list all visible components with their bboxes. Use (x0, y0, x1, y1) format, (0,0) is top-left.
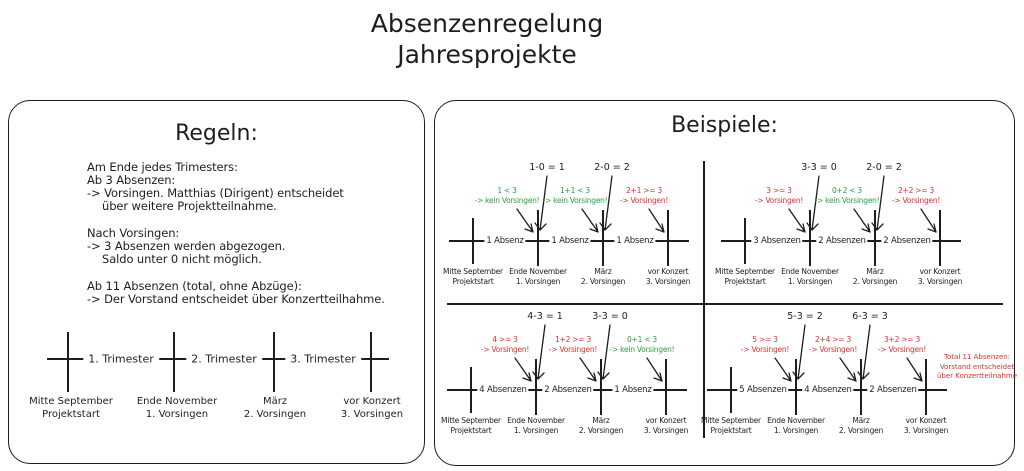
annotation-line1: 4 >= 3 (492, 335, 518, 344)
rules-line: Ab 3 Absenzen: (87, 173, 176, 187)
station-line2: 1. Vorsingen (513, 426, 559, 435)
annotation (809, 335, 857, 354)
equation-label: 5-3 = 2 (787, 311, 823, 322)
annotation (741, 335, 789, 354)
station-line2: 2. Vorsingen (580, 277, 626, 286)
station-line1: März (594, 267, 612, 276)
segment-label: 5 Absenzen (739, 385, 787, 395)
annotation-line1: 0+1 < 3 (627, 335, 657, 344)
station-line2: 3. Vorsingen (643, 426, 689, 435)
annotation-line2: -> kein Vorsingen! (474, 195, 540, 205)
segment-label: 1 Absenz (614, 385, 652, 395)
station-label (341, 395, 403, 421)
annotation (549, 335, 597, 354)
station-line2: 2. Vorsingen (578, 426, 624, 435)
station-label (441, 416, 501, 436)
station-line2: 1. Vorsingen (773, 426, 819, 435)
annotation-line1: 1+2 >= 3 (555, 335, 591, 344)
annotation-line1: 3 >= 3 (766, 186, 792, 195)
annotation-line2: -> Vorsingen! (754, 195, 804, 205)
example-quadrant-2 (715, 159, 1024, 309)
annotation (892, 186, 940, 205)
station-line1: vor Konzert (647, 267, 689, 276)
annotation (755, 186, 803, 205)
station-line1: Mitte September (443, 267, 503, 276)
station-line2: Projektstart (710, 426, 752, 435)
arrow (582, 209, 598, 232)
station-line2: 2. Vorsingen (243, 409, 307, 420)
station-line1: Ende November (136, 396, 218, 407)
tick-mark (874, 210, 876, 266)
station-line1: Ende November (509, 267, 567, 276)
station-label (781, 267, 839, 287)
station-label (244, 395, 306, 421)
station-line1: Ende November (781, 267, 839, 276)
annotation-line1: 0+2 < 3 (832, 186, 862, 195)
station-line1: vor Konzert (919, 267, 961, 276)
station-label (715, 267, 775, 287)
annotation-line1: 2+2 >= 3 (898, 186, 934, 195)
arrow (580, 358, 596, 381)
annotation-line2: -> Vorsingen! (740, 344, 790, 354)
tick-mark (173, 332, 175, 392)
tick-mark (925, 359, 927, 415)
station-line1: März (262, 396, 288, 407)
station-line1: März (852, 416, 870, 425)
station-line2: 2. Vorsingen (838, 426, 884, 435)
annotation-line2: -> Vorsingen! (480, 344, 530, 354)
rules-line: -> Vorsingen. Matthias (Dirigent) entscheidet (87, 186, 344, 200)
tick-mark (730, 367, 732, 413)
rules-line: -> 3 Absenzen werden abgezogen. (87, 239, 286, 253)
arrow (517, 209, 533, 232)
examples-panel (434, 100, 1018, 466)
tick-mark (273, 332, 275, 392)
page-title (371, 8, 603, 70)
station-line1: vor Konzert (905, 416, 947, 425)
rules-line: -> Der Vorstand entscheidet über Konzertteilhahme. (87, 292, 385, 306)
trimester-label: 1. Trimester (83, 353, 159, 366)
annotation-line2: -> Vorsingen! (891, 195, 941, 205)
station-line2: 1. Vorsingen (515, 277, 561, 286)
segment-label: 2 Absenzen (818, 236, 866, 246)
segment-label: 1 Absenz (486, 236, 524, 246)
arrow (854, 209, 870, 232)
station-label (701, 416, 761, 436)
annotation-line1: 1+1 < 3 (560, 186, 590, 195)
tick-mark (860, 359, 862, 415)
segment-label: 4 Absenzen (479, 385, 527, 395)
trimester-label: 3. Trimester (285, 353, 361, 366)
station-line2: 1. Vorsingen (145, 409, 209, 420)
station-label (853, 267, 897, 287)
equation-label: 6-3 = 3 (852, 311, 888, 322)
rules-line: Am Ende jedes Trimesters: (87, 160, 238, 174)
annotation (543, 186, 608, 205)
station-label (581, 267, 625, 287)
note-line2: Vorstand entscheidet (939, 362, 1015, 371)
station-label (579, 416, 623, 436)
segment-label: 2 Absenzen (869, 385, 917, 395)
annotation-line1: 2+1 >= 3 (626, 186, 662, 195)
station-label (644, 416, 688, 436)
annotation-line1: 2+4 >= 3 (815, 335, 851, 344)
station-line2: Projektstart (450, 426, 492, 435)
station-label (507, 416, 565, 436)
station-line2: Projektstart (452, 277, 494, 286)
tick-mark (665, 359, 667, 415)
rules-line: Nach Vorsingen: (87, 226, 180, 240)
annotation-line1: 3+2 >= 3 (884, 335, 920, 344)
tick-mark (600, 359, 602, 415)
station-line2: 3. Vorsingen (340, 409, 404, 420)
total-absences-note (937, 353, 1017, 382)
rules-text (87, 161, 385, 320)
rules-line: Saldo unter 0 nicht möglich. (102, 252, 262, 266)
equation-label: 4-3 = 1 (527, 311, 563, 322)
station-label (839, 416, 883, 436)
segment-label: 1 Absenz (551, 236, 589, 246)
equation-label: 2-0 = 2 (594, 162, 630, 173)
rules-panel (8, 100, 425, 464)
tick-mark (667, 210, 669, 266)
station-line1: Ende November (507, 416, 565, 425)
station-line2: 1. Vorsingen (787, 277, 833, 286)
station-label (646, 267, 690, 287)
annotation-line2: -> kein Vorsingen! (609, 344, 675, 354)
station-line2: 3. Vorsingen (903, 426, 949, 435)
rules-line: Ab 11 Absenzen (total, ohne Abzüge): (87, 279, 302, 293)
station-line1: Mitte September (29, 396, 113, 407)
annotation (620, 186, 668, 205)
page-title-line2: Jahresprojekte (397, 40, 577, 69)
equation-label: 3-3 = 0 (801, 162, 837, 173)
station-line2: 3. Vorsingen (645, 277, 691, 286)
annotation (878, 335, 926, 354)
equation-label: 2-0 = 2 (866, 162, 902, 173)
annotation-line1: 5 >= 3 (752, 335, 778, 344)
tick-mark (939, 210, 941, 266)
note-line1: Total 11 Absenzen: (943, 353, 1011, 361)
annotation-line2: -> Vorsingen! (548, 344, 598, 354)
arrow (907, 358, 922, 381)
segment-label: 1 Absenz (616, 236, 654, 246)
arrow (921, 209, 936, 232)
annotation (610, 335, 675, 354)
station-label (443, 267, 503, 287)
station-label (767, 416, 825, 436)
segment-label: 2 Absenzen (544, 385, 592, 395)
tick-mark (370, 332, 372, 392)
tick-mark (535, 359, 537, 415)
segment-label: 2 Absenzen (883, 236, 931, 246)
annotation-line1: 1 < 3 (497, 186, 517, 195)
station-label (29, 395, 113, 421)
tick-mark (537, 210, 539, 266)
annotation (815, 186, 880, 205)
annotation-line2: -> Vorsingen! (808, 344, 858, 354)
station-line1: Ende November (767, 416, 825, 425)
arrow (649, 209, 664, 232)
annotation (481, 335, 529, 354)
equation-label: 1-0 = 1 (529, 162, 565, 173)
station-line2: 3. Vorsingen (917, 277, 963, 286)
tick-mark (744, 218, 746, 264)
annotation-line2: -> Vorsingen! (877, 344, 927, 354)
note-line3: über Konzertteilnahme (936, 372, 1018, 380)
station-line1: März (866, 267, 884, 276)
arrow (789, 209, 805, 232)
station-line1: März (592, 416, 610, 425)
arrow (515, 358, 531, 381)
rules-heading: Regeln: (175, 121, 258, 146)
arrow (840, 358, 856, 381)
tick-mark (795, 359, 797, 415)
station-line1: Mitte September (701, 416, 761, 425)
segment-label: 3 Absenzen (753, 236, 801, 246)
tick-mark (67, 332, 69, 392)
annotation-line2: -> kein Vorsingen! (814, 195, 880, 205)
station-label (137, 395, 217, 421)
arrow (775, 358, 791, 381)
station-line2: 2. Vorsingen (852, 277, 898, 286)
trimester-label: 2. Trimester (186, 353, 262, 366)
station-label (918, 267, 962, 287)
arrow (647, 358, 662, 381)
station-line1: Mitte September (715, 267, 775, 276)
tick-mark (472, 218, 474, 264)
tick-mark (602, 210, 604, 266)
tick-mark (470, 367, 472, 413)
annotation-line2: -> Vorsingen! (619, 195, 669, 205)
rules-paragraph (87, 161, 385, 213)
station-line1: Mitte September (441, 416, 501, 425)
examples-heading: Beispiele: (671, 113, 778, 138)
page-title-line1: Absenzenregelung (370, 9, 604, 38)
example-quadrant-4 (701, 308, 1021, 458)
rules-paragraph (87, 280, 385, 306)
station-line2: Projektstart (724, 277, 766, 286)
station-line1: vor Konzert (645, 416, 687, 425)
station-label (904, 416, 948, 436)
rules-paragraph (87, 227, 385, 266)
annotation (475, 186, 540, 205)
tick-mark (809, 210, 811, 266)
station-line2: Projektstart (42, 409, 100, 420)
station-label (509, 267, 567, 287)
equation-label: 3-3 = 0 (592, 311, 628, 322)
segment-label: 4 Absenzen (804, 385, 852, 395)
annotation-line2: -> kein Vorsingen! (542, 195, 608, 205)
station-line1: vor Konzert (343, 396, 401, 407)
rules-line: über weitere Projektteilnahme. (102, 199, 277, 213)
